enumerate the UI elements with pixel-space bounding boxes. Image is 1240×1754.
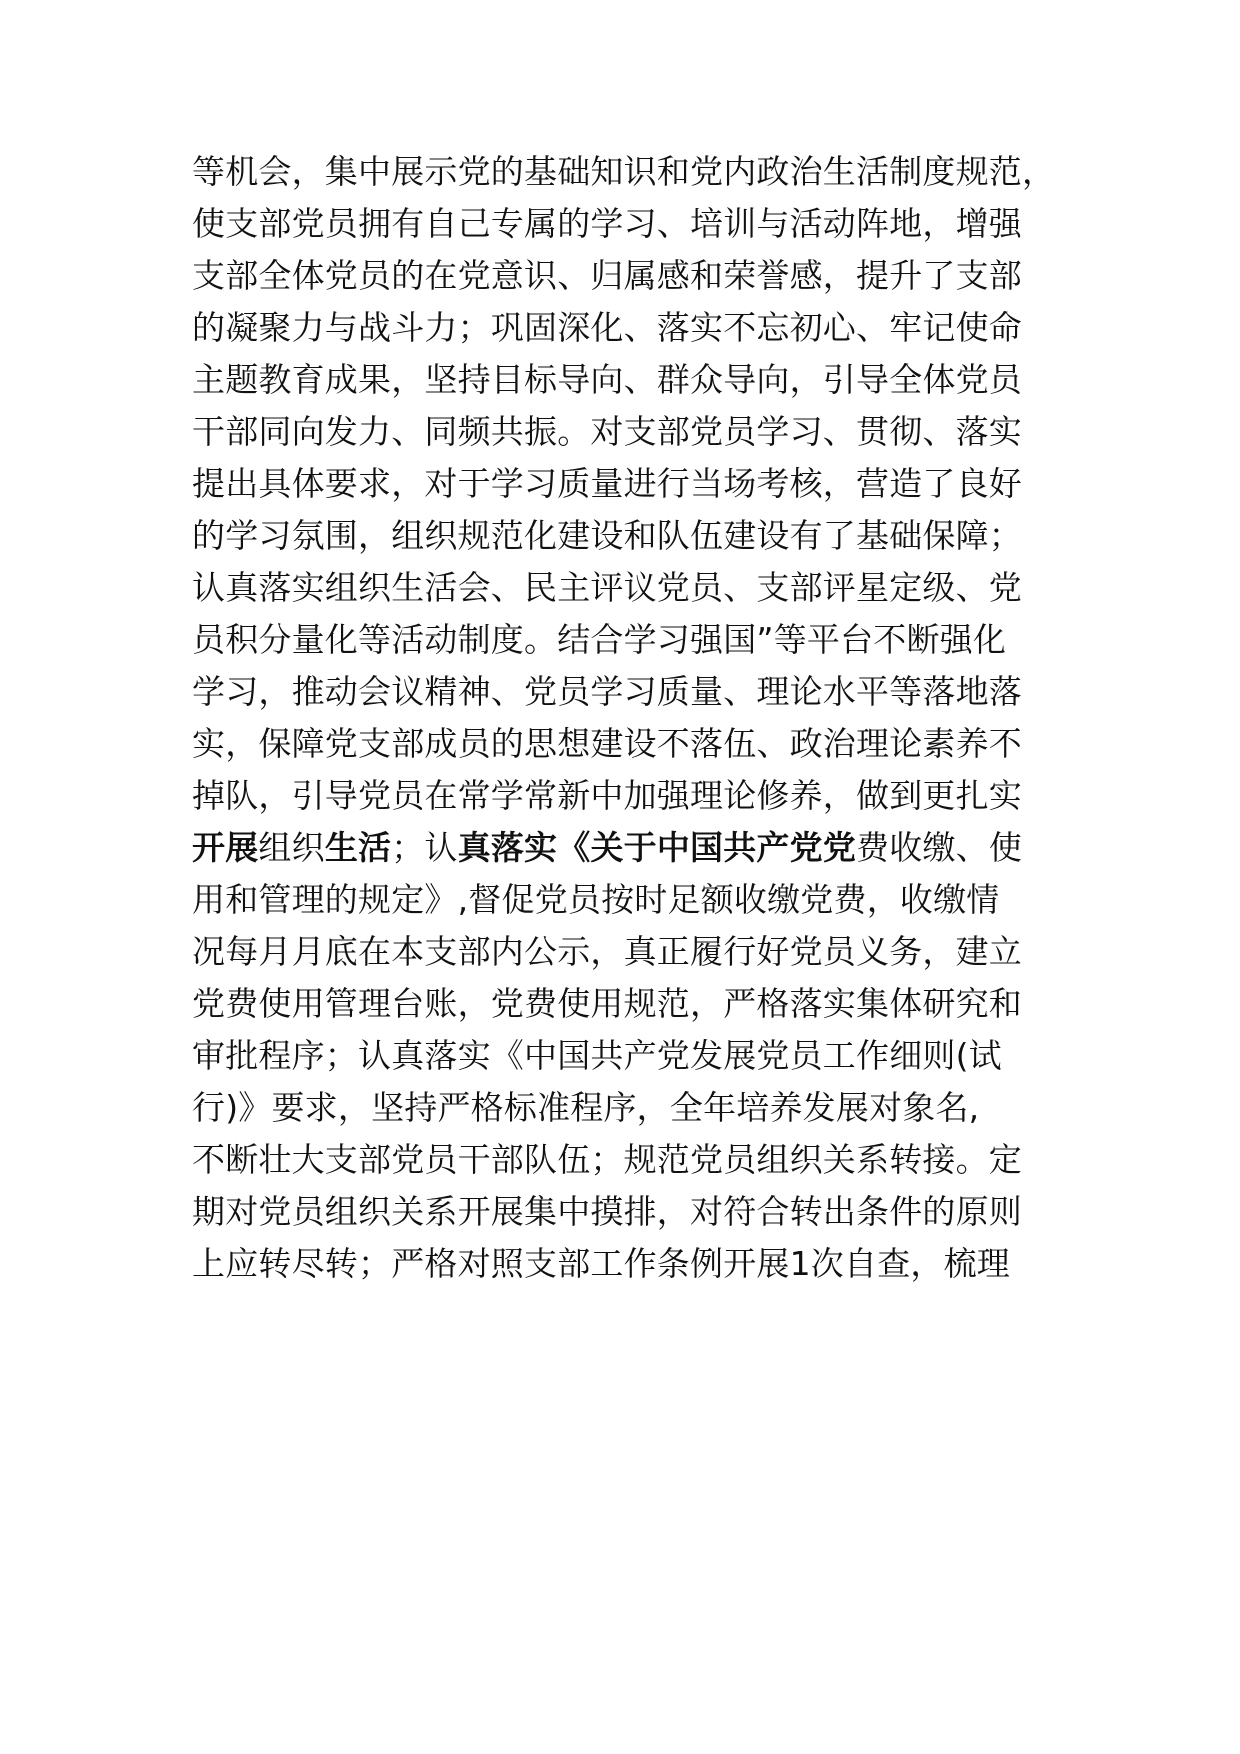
text-line: 行)》要求，坚持严格标准程序，全年培养发展对象名,: [192, 1088, 980, 1127]
text-line: 支部全体党员的在党意识、归属感和荣誉感，提升了支部: [192, 256, 1022, 295]
text-line: 不断壮大支部党员干部队伍；规范党员组织关系转接。定: [192, 1140, 1022, 1179]
text-line: 用和管理的规定》,督促党员按时足额收缴党费，收缴情: [192, 880, 1000, 919]
text-line: 等机会，集中展示党的基础知识和党内政治生活制度规范，: [192, 152, 1056, 191]
text-line: 学习，推动会议精神、党员学习质量、理论水平等落地落: [192, 672, 1022, 711]
text-line: 干部同向发力、同频共振。对支部党员学习、贯彻、落实: [192, 412, 1022, 451]
text-line: 况每月月底在本支部内公示，真正履行好党员义务，建立: [192, 932, 1022, 971]
text-line: 上应转尽转；严格对照支部工作条例开展1次自查，梳理: [192, 1244, 1010, 1283]
text-line: 党费使用管理台账，党费使用规范，严格落实集体研究和: [192, 984, 1022, 1023]
bold-segment: 关于中国共产党党: [590, 828, 857, 867]
text-line: 掉队，引导党员在常学常新中加强理论修养，做到更扎实: [192, 776, 1022, 815]
text-line: 审批程序；认真落实《中国共产党发展党员工作细则(试: [192, 1036, 1002, 1075]
text-line: 认真落实组织生活会、民主评议党员、支部评星定级、党: [192, 568, 1022, 607]
bold-segment: 真落实《: [457, 828, 591, 867]
text-line: 员积分量化等活动制度。结合学习强国”等平台不断强化: [192, 620, 1007, 659]
text-line: 主题教育成果，坚持目标导向、群众导向，引导全体党员: [192, 360, 1022, 399]
text-line: 期对党员组织关系开展集中摸排，对符合转出条件的原则: [192, 1192, 1022, 1231]
text-line: 的学习氛围，组织规范化建设和队伍建设有了基础保障；: [192, 516, 1022, 555]
bold-segment: 生活: [324, 828, 392, 867]
text-segment: ；认: [391, 828, 458, 867]
text-segment: 费收缴、使: [856, 828, 1023, 867]
text-line: 提出具体要求，对于学习质量进行当场考核，营造了良好: [192, 464, 1022, 503]
text-line: 实，保障党支部成员的思想建设不落伍、政治理论素养不: [192, 724, 1022, 763]
text-line: 的凝聚力与战斗力；巩固深化、落实不忘初心、牢记使命: [192, 308, 1022, 347]
text-line: 使支部党员拥有自己专属的学习、培训与活动阵地，增强: [192, 204, 1022, 243]
bold-segment: 开展: [192, 828, 259, 867]
text-segment: 组织: [258, 828, 325, 867]
mixed-weight-line: [192, 828, 1022, 868]
